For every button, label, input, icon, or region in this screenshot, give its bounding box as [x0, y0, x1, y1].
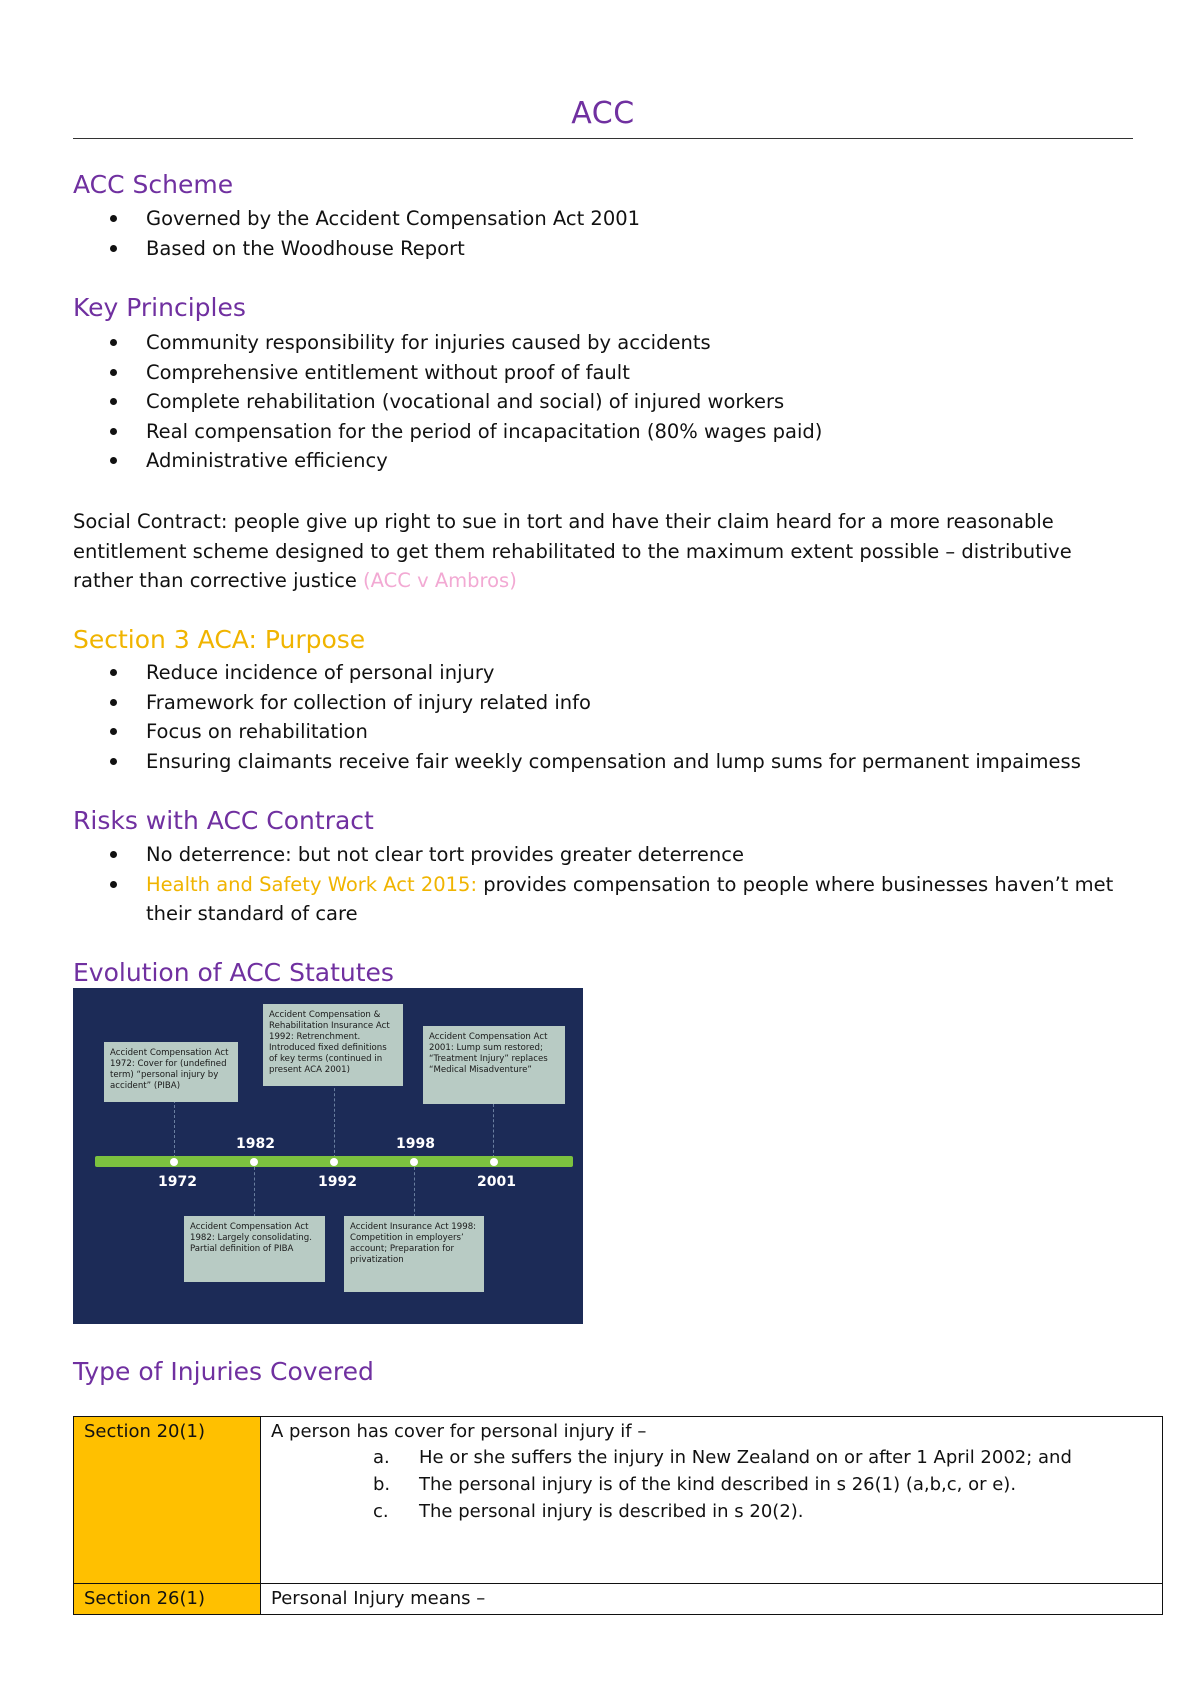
heading-injuries-covered: Type of Injuries Covered [73, 1357, 374, 1386]
list-item: Complete rehabilitation (vocational and social) of injured workers [73, 387, 822, 417]
timeline-connector [254, 1167, 255, 1217]
list-item: Real compensation for the period of incapacitation (80% wages paid) [73, 417, 822, 447]
list-item: Administrative efficiency [73, 446, 822, 476]
table-cell-section: Section 26(1) [74, 1584, 261, 1615]
timeline-connector [174, 1100, 175, 1158]
list-item-text: The personal injury is of the kind described in s 26(1) (a,b,c, or e). [419, 1474, 1017, 1495]
timeline-dot [410, 1158, 418, 1166]
table-row [74, 1584, 1163, 1615]
timeline-year-1972: 1972 [158, 1174, 197, 1190]
list-marker: b. [373, 1474, 391, 1495]
timeline-box-1998: Accident Insurance Act 1998: Competition in employers’ account; Preparation for privatization [344, 1216, 484, 1292]
list-item: Ensuring claimants receive fair weekly compensation and lump sums for permanent impaimess [73, 747, 1081, 777]
list-item: Based on the Woodhouse Report [73, 234, 640, 264]
principles-list [73, 328, 822, 476]
list-item [373, 1444, 1152, 1471]
list-item-text: The personal injury is described in s 20(2). [419, 1501, 804, 1522]
case-citation-ambros: (ACC v Ambros) [363, 569, 517, 592]
table-cell-content: Personal Injury means – [261, 1584, 1163, 1615]
document-title: ACC [571, 96, 635, 131]
title-underline [73, 138, 1133, 139]
timeline-year-1992: 1992 [318, 1174, 357, 1190]
statute-timeline-image [73, 988, 583, 1324]
timeline-box-2001: Accident Compensation Act 2001: Lump sum restored; “Treatment Injury” replaces “Medical Misadventure” [423, 1026, 565, 1104]
table-cell-content [261, 1417, 1163, 1584]
list-item: Reduce incidence of personal injury [73, 658, 1081, 688]
social-contract-paragraph [73, 507, 1133, 596]
list-item: Framework for collection of injury related info [73, 688, 1081, 718]
timeline-dot [330, 1158, 338, 1166]
heading-key-principles: Key Principles [73, 293, 246, 322]
list-item: Focus on rehabilitation [73, 717, 1081, 747]
purpose-list [73, 658, 1081, 776]
table-row [74, 1417, 1163, 1584]
list-item: Comprehensive entitlement without proof of fault [73, 358, 822, 388]
timeline-box-1972: Accident Compensation Act 1972: Cover for (undefined term) “personal injury by accident” (PIBA) [104, 1042, 238, 1102]
list-item [373, 1471, 1152, 1498]
injuries-table [73, 1416, 1163, 1615]
heading-evolution: Evolution of ACC Statutes [73, 958, 394, 987]
timeline-box-1992: Accident Compensation & Rehabilitation Insurance Act 1992: Retrenchment. Introduced fixed definitions of key terms (continued in present ACA 2001) [263, 1004, 403, 1086]
scheme-list [73, 204, 640, 263]
timeline-connector [414, 1167, 415, 1217]
timeline-dot [170, 1158, 178, 1166]
timeline-year-2001: 2001 [477, 1174, 516, 1190]
cover-lead-text: A person has cover for personal injury if – [271, 1421, 647, 1442]
timeline-dot [490, 1158, 498, 1166]
timeline-year-1982: 1982 [236, 1136, 275, 1152]
heading-section-3-purpose: Section 3 ACA: Purpose [73, 625, 366, 654]
list-item: Governed by the Accident Compensation Act 2001 [73, 204, 640, 234]
timeline-connector [493, 1104, 494, 1158]
list-marker: a. [373, 1447, 390, 1468]
risks-list [73, 840, 1133, 929]
list-item: Community responsibility for injuries caused by accidents [73, 328, 822, 358]
heading-risks: Risks with ACC Contract [73, 806, 374, 835]
list-item [373, 1498, 1152, 1525]
list-marker: c. [373, 1501, 389, 1522]
timeline-connector [334, 1083, 335, 1158]
heading-acc-scheme: ACC Scheme [73, 170, 234, 199]
timeline-dot [250, 1158, 258, 1166]
list-item [73, 870, 1133, 929]
cover-conditions-list [373, 1444, 1152, 1525]
social-contract-text: Social Contract: people give up right to sue in tort and have their claim heard for a more reasonable entitlement scheme designed to get them rehabilitated to the maximum extent possible – distributive rather than corrective justice [73, 510, 1072, 592]
list-item: No deterrence: but not clear tort provides greater deterrence [73, 840, 1133, 870]
timeline-year-1998: 1998 [396, 1136, 435, 1152]
table-cell-section: Section 20(1) [74, 1417, 261, 1584]
list-item-text: provides compensation to people where businesses haven’t met their standard of care [146, 872, 1114, 925]
act-reference-hswa: Health and Safety Work Act 2015: [146, 872, 478, 896]
list-item-text: He or she suffers the injury in New Zealand on or after 1 April 2002; and [419, 1447, 1072, 1468]
timeline-box-1982: Accident Compensation Act 1982: Largely consolidating. Partial definition of PIBA [184, 1216, 325, 1282]
